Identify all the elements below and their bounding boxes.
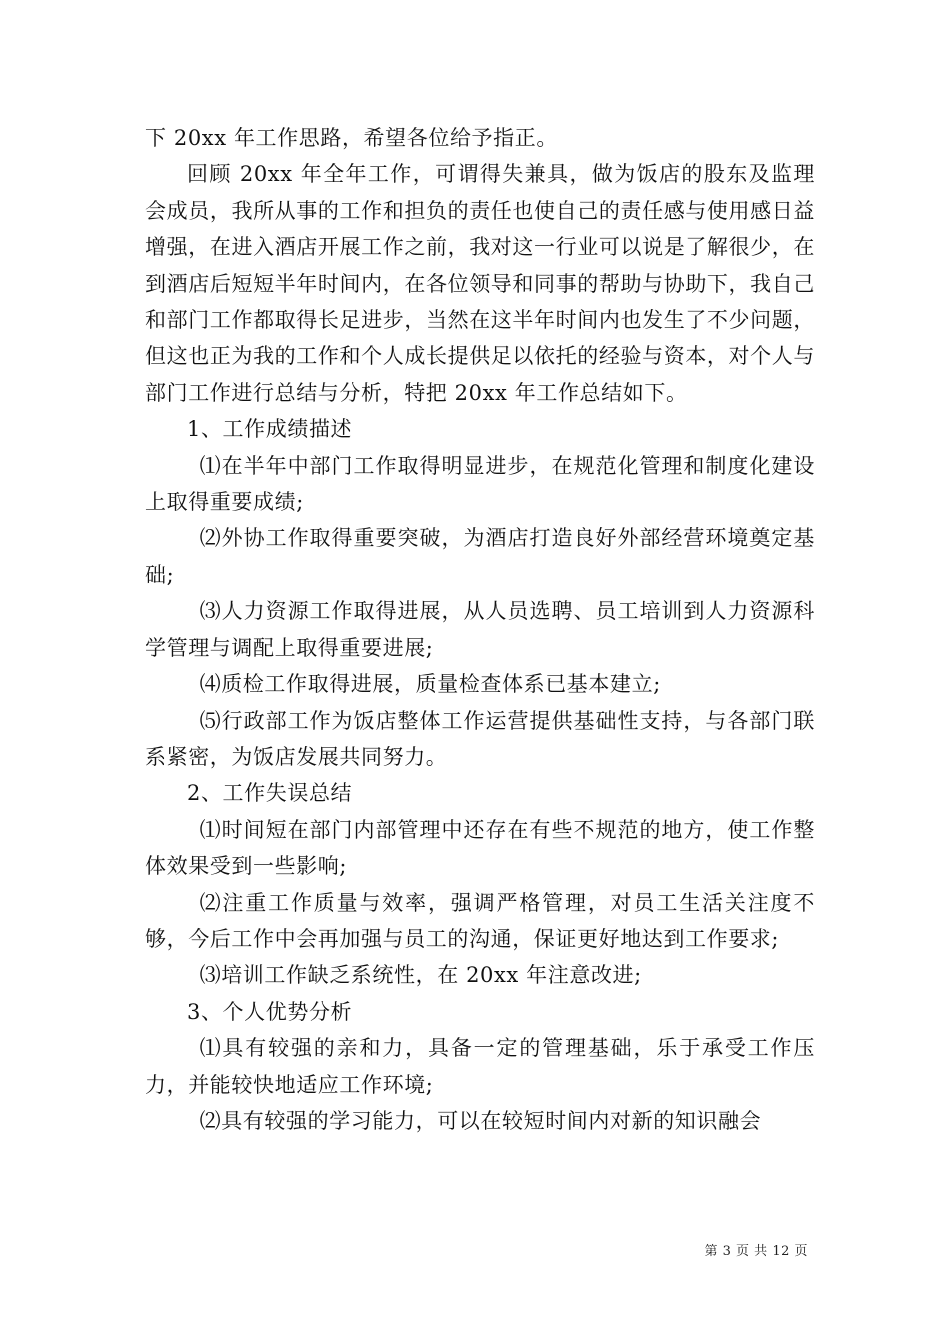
mistake-item-3: ⑶培训工作缺乏系统性，在 20xx 年注意改进; xyxy=(199,963,642,988)
strength-item-2: ⑵具有较强的学习能力，可以在较短时间内对新的知识融会 xyxy=(199,1108,762,1133)
page-number-footer: 第 3 页 共 12 页 xyxy=(704,1244,808,1259)
heading-mistakes: 2、工作失误总结 xyxy=(187,781,353,806)
achievement-item-2: ⑵外协工作取得重要突破，为酒店打造良好外部经营环境奠定基础; xyxy=(145,526,815,587)
heading-achievements: 1、工作成绩描述 xyxy=(187,417,353,442)
heading-strengths: 3、个人优势分析 xyxy=(187,999,353,1024)
achievement-item-3: ⑶人力资源工作取得进展，从人员选聘、员工培训到人力资源科学管理与调配上取得重要进展; xyxy=(145,599,815,660)
achievement-item-4: ⑷质检工作取得进展，质量检查体系已基本建立; xyxy=(199,672,661,697)
strength-item-1: ⑴具有较强的亲和力，具备一定的管理基础，乐于承受工作压力，并能较快地适应工作环境; xyxy=(145,1036,815,1097)
achievement-item-1: ⑴在半年中部门工作取得明显进步，在规范化管理和制度化建设上取得重要成绩; xyxy=(145,453,815,515)
mistake-item-2: ⑵注重工作质量与效率，强调严格管理，对员工生活关注度不够，今后工作中会再加强与员工的沟通，保证更好地达到工作要求; xyxy=(145,890,815,951)
paragraph-continuation: 下 20xx 年工作思路，希望各位给予指正。 xyxy=(145,126,558,150)
mistake-item-1: ⑴时间短在部门内部管理中还存在有些不规范的地方，使工作整体效果受到一些影响; xyxy=(145,817,815,879)
achievement-item-5: ⑸行政部工作为饭店整体工作运营提供基础性支持，与各部门联系紧密，为饭店发展共同努力。 xyxy=(145,708,815,769)
paragraph-review: 回顾 20xx 年全年工作，可谓得失兼具，做为饭店的股东及监理会成员，我所从事的工作和担负的责任也使自己的责任感与使用感日益增强，在进入酒店开展工作之前，我对这一行业可以说是了解很少，在到酒店后短短半年时间内，在各位领导和同事的帮助与协助下，我自己和部门工作都取得长足进步，当然在这半年时间内也发生了不少问题，但这也正为我的工作和个人成长提供足以依托的经验与资本，对个人与部门工作进行总结与分析，特把 20xx 年工作总结如下。 xyxy=(145,162,815,405)
document-body xyxy=(145,120,815,1139)
